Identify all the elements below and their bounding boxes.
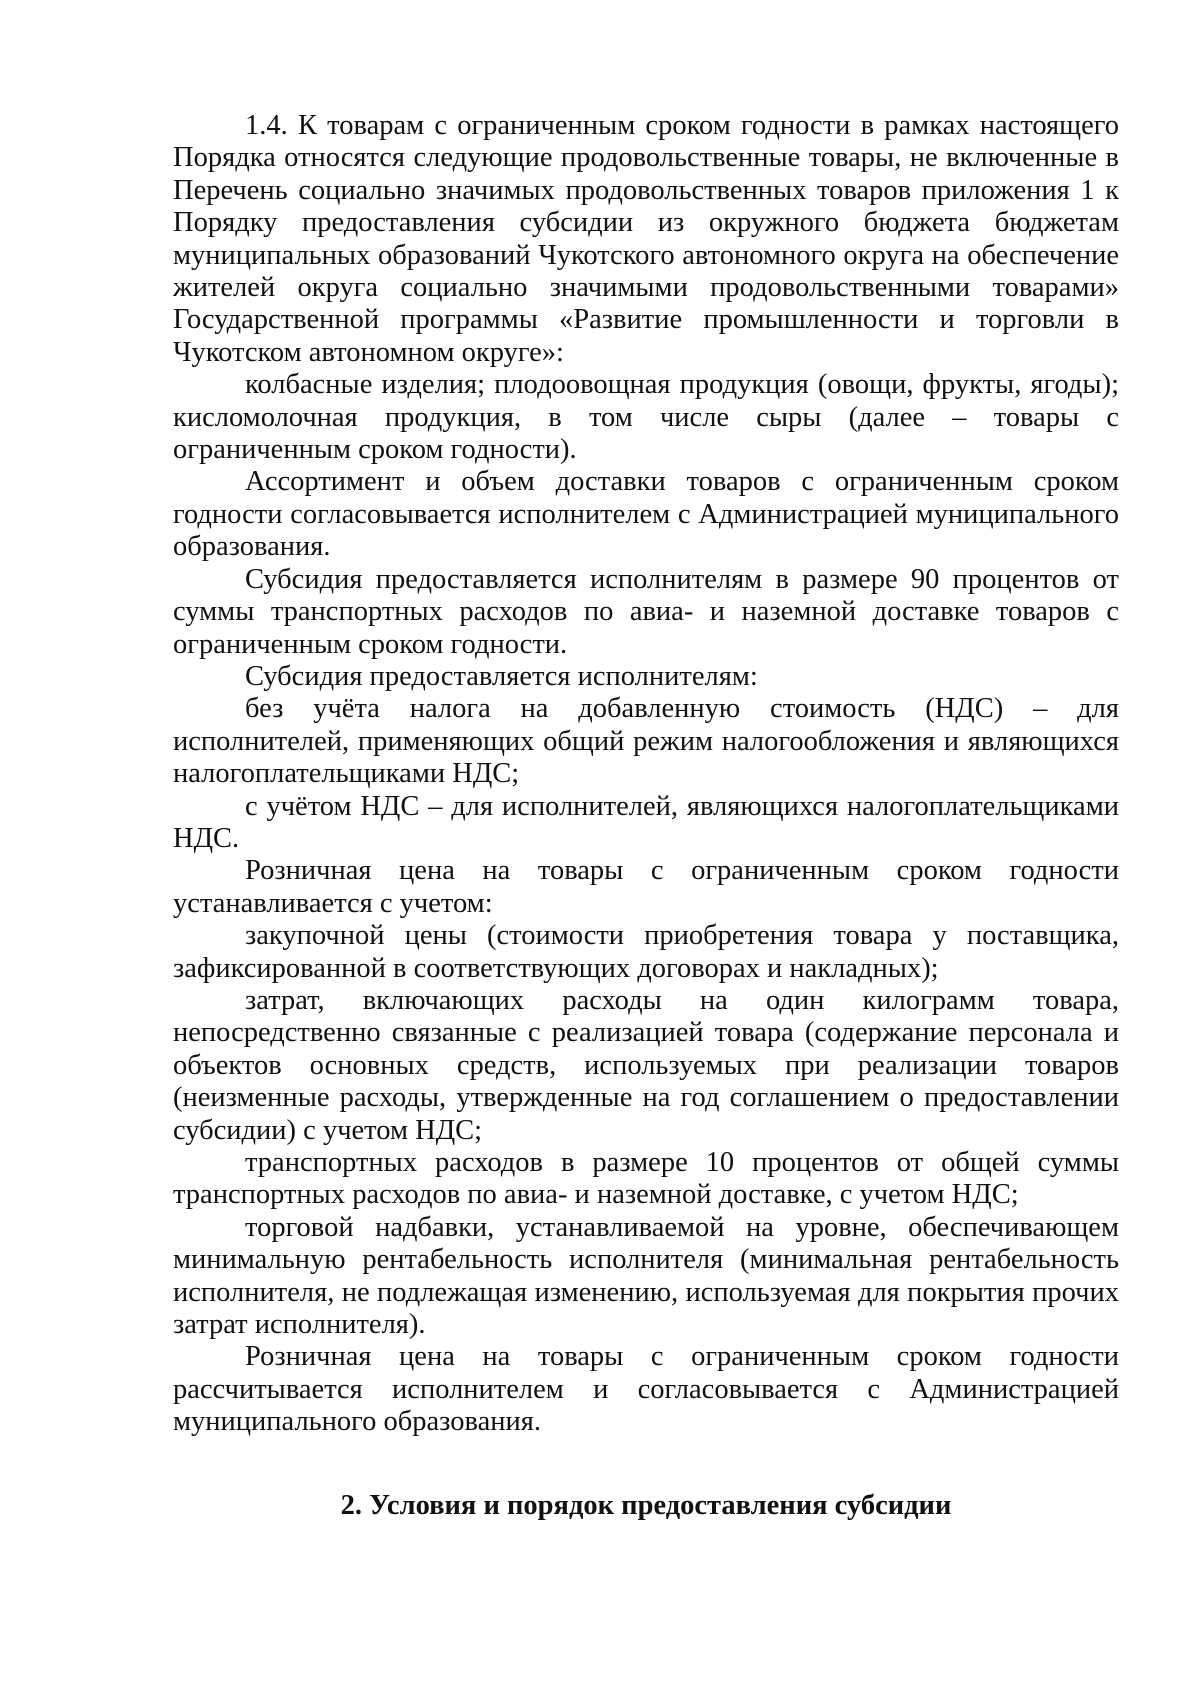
- section-heading: 2. Условия и порядок предоставления субсидии: [340, 1490, 952, 1521]
- paragraph-subsidy-provided: Субсидия предоставляется исполнителям:: [245, 660, 758, 692]
- paragraph-trade-markup: торговой надбавки, устанавливаемой на уровне, обеспечивающем минимальную рентабельность исполнителя (минимальная рентабельность исполнителя, не подлежащая изменению, используемая для покрытия прочих затрат исполнителя).: [173, 1211, 1119, 1341]
- paragraph-1-4-intro: 1.4. К товарам с ограниченным сроком годности в рамках настоящего Порядка относятся следующие продовольственные товары, не включенные в Перечень социально значимых продовольственных товаров приложения 1 к Порядку предоставления субсидии из окружного бюджета бюджетам муниципальных образований Чукотского автономного округа на обеспечение жителей округа социально значимыми продовольственными товарами» Государственной программы «Развитие промышленности и торговли в Чукотском автономном округе»:: [173, 110, 1119, 368]
- paragraph-costs: затрат, включающих расходы на один килограмм товара, непосредственно связанные с реализацией товара (содержание персонала и объектов основных средств, используемых при реализации товаров (неизменные расходы, утвержденные на год соглашением о предоставлении субсидии) с учетом НДС;: [173, 984, 1119, 1146]
- paragraph-purchase-price: закупочной цены (стоимости приобретения товара у поставщика, зафиксированной в соответствующих договорах и накладных);: [173, 920, 1119, 984]
- paragraph-assortment: Ассортимент и объем доставки товаров с ограниченным сроком годности согласовывается исполнителем с Администрацией муниципального образования.: [173, 466, 1119, 563]
- paragraph-subsidy-percent: Субсидия предоставляется исполнителям в размере 90 процентов от суммы транспортных расходов по авиа- и наземной доставке товаров с ограниченным сроком годности.: [173, 563, 1119, 660]
- paragraph-transport-costs: транспортных расходов в размере 10 процентов от общей суммы транспортных расходов по авиа- и наземной доставке, с учетом НДС;: [173, 1147, 1119, 1211]
- paragraph-with-vat: с учётом НДС – для исполнителей, являющихся налогоплательщиками НДС.: [173, 790, 1119, 854]
- document-body: [173, 110, 1119, 1439]
- paragraph-retail-price-agreement: Розничная цена на товары с ограниченным сроком годности рассчитывается исполнителем и согласовывается с Администрацией муниципального образования.: [173, 1341, 1119, 1438]
- paragraph-retail-price-basis: Розничная цена на товары с ограниченным сроком годности устанавливается с учетом:: [173, 855, 1119, 919]
- paragraph-product-list: колбасные изделия; плодоовощная продукция (овощи, фрукты, ягоды); кисломолочная продукция, в том числе сыры (далее – товары с ограниченным сроком годности).: [173, 369, 1119, 466]
- paragraph-without-vat: без учёта налога на добавленную стоимость (НДС) – для исполнителей, применяющих общий режим налогообложения и являющихся налогоплательщиками НДС;: [173, 693, 1119, 790]
